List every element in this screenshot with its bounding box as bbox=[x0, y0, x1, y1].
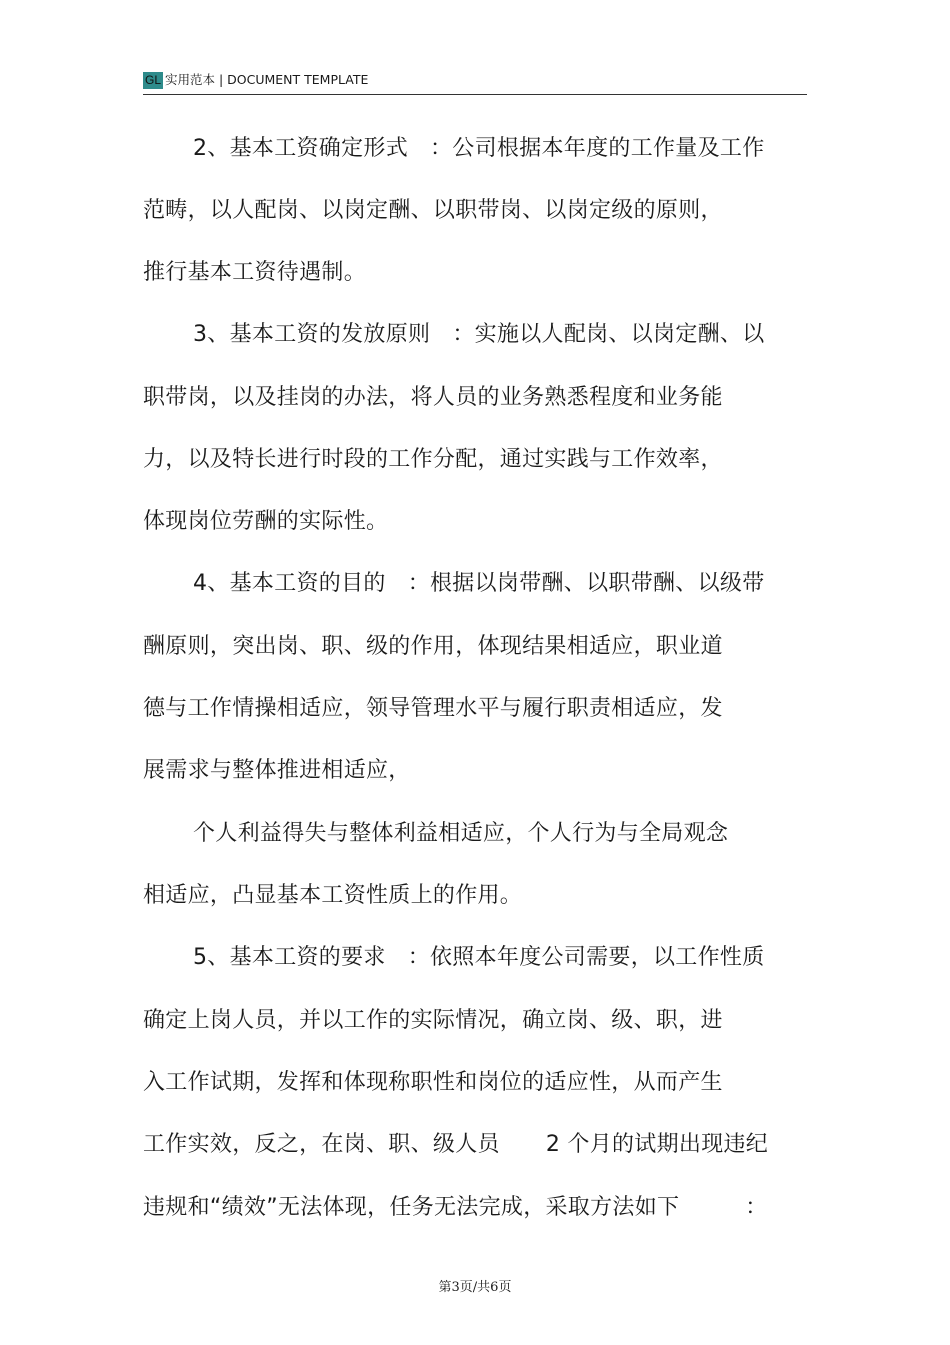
paragraph-5-line-5-text: 违规和“绩效”无法体现，任务无法完成，采取方法如下 bbox=[143, 1195, 680, 1220]
paragraph-4-line-3: 德与工作情操相适应，领导管理水平与履行职责相适应，发 bbox=[143, 696, 723, 721]
paragraph-2-heading: 2、基本工资确定形式 bbox=[193, 136, 408, 161]
paragraph-4b-line-2: 相适应，凸显基本工资性质上的作用。 bbox=[143, 883, 523, 908]
page-number: 第3页/共6页 bbox=[438, 1280, 512, 1295]
paragraph-5-line-4-trial: 2 个月的试期出现违纪 bbox=[545, 1132, 769, 1157]
paragraph-3-line-3: 力，以及特长进行时段的工作分配，通过实践与工作效率， bbox=[143, 447, 723, 472]
paragraph-2-line-2: 范畴，以人配岗、以岗定酬、以职带岗、以岗定级的原则， bbox=[143, 198, 723, 223]
gl-logo: GL bbox=[144, 73, 161, 87]
paragraph-3-line-4: 体现岗位劳酬的实际性。 bbox=[143, 509, 389, 534]
paragraph-5-line-5-colon: ： bbox=[745, 1195, 768, 1220]
paragraph-4-text: ：根据以岗带酬、以职带酬、以级带 bbox=[407, 571, 765, 596]
paragraph-3-line-2: 职带岗，以及挂岗的办法，将人员的业务熟悉程度和业务能 bbox=[143, 385, 723, 410]
paragraph-2-text: ：公司根据本年度的工作量及工作 bbox=[430, 136, 765, 161]
header-title: 实用范本 | DOCUMENT TEMPLATE bbox=[165, 72, 369, 87]
paragraph-4-line-2: 酬原则，突出岗、职、级的作用，体现结果相适应，职业道 bbox=[143, 634, 723, 659]
paragraph-4-line-4: 展需求与整体推进相适应， bbox=[143, 758, 411, 783]
paragraph-3-text: ：实施以人配岗、以岗定酬、以 bbox=[452, 322, 765, 347]
paragraph-5-text: ：依照本年度公司需要，以工作性质 bbox=[407, 945, 765, 970]
paragraph-5-line-2: 确定上岗人员，并以工作的实际情况，确立岗、级、职，进 bbox=[143, 1008, 723, 1033]
paragraph-5-line-1 bbox=[193, 944, 765, 972]
paragraph-2-line-3: 推行基本工资待遇制。 bbox=[143, 260, 367, 285]
paragraph-2-line-1 bbox=[193, 135, 765, 163]
paragraph-4b-line-1: 个人利益得失与整体利益相适应，个人行为与全局观念 bbox=[193, 821, 729, 846]
paragraph-5-heading: 5、基本工资的要求 bbox=[193, 945, 386, 970]
paragraph-5-line-3: 入工作试期，发挥和体现称职性和岗位的适应性，从而产生 bbox=[143, 1070, 723, 1095]
paragraph-4-heading: 4、基本工资的目的 bbox=[193, 571, 386, 596]
document-header bbox=[143, 70, 807, 95]
paragraph-5-line-5 bbox=[143, 1194, 768, 1222]
paragraph-5-line-4-text: 工作实效，反之，在岗、职、级人员 bbox=[143, 1132, 500, 1157]
paragraph-3-line-1 bbox=[193, 321, 765, 349]
paragraph-3-heading: 3、基本工资的发放原则 bbox=[193, 322, 431, 347]
paragraph-5-line-4 bbox=[143, 1131, 768, 1159]
paragraph-4-line-1 bbox=[193, 570, 765, 598]
